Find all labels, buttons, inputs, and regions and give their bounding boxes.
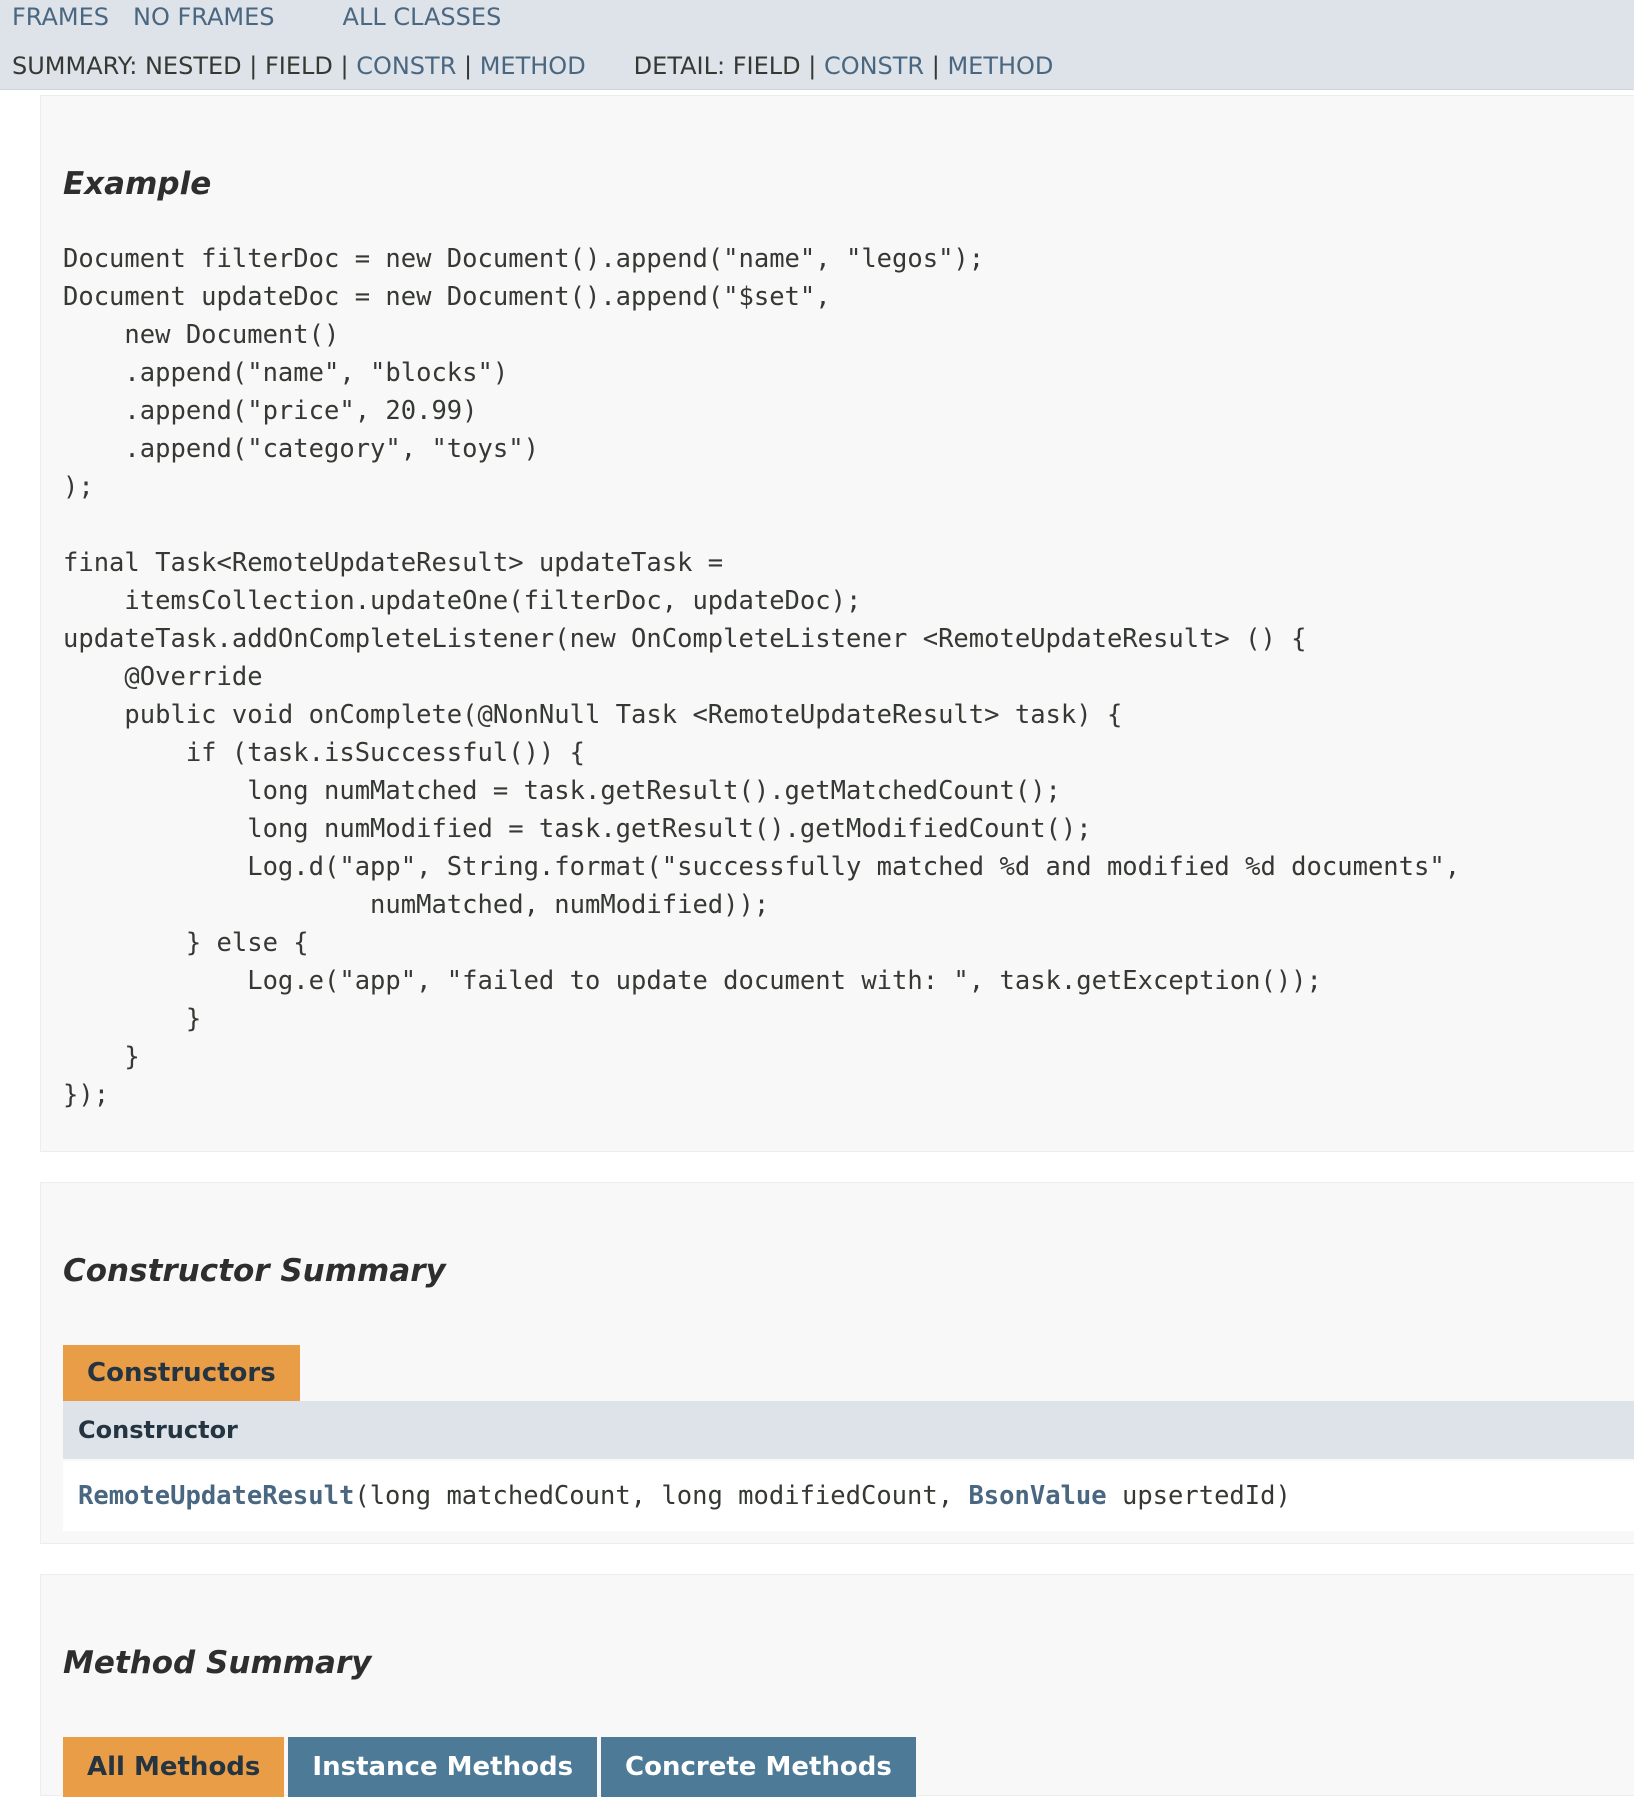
bsonvalue-type-link[interactable]: BsonValue [968,1481,1107,1511]
constructor-params-start: (long matchedCount, long modifiedCount, [354,1481,969,1511]
table-row [63,1461,1634,1531]
tab-instance-methods[interactable]: Instance Methods [288,1737,597,1797]
method-filter-tabs [63,1737,920,1797]
summary-method-link[interactable]: METHOD [479,52,586,80]
constructor-link[interactable]: RemoteUpdateResult [78,1481,355,1511]
constructor-summary-heading: Constructor Summary [63,1253,446,1289]
summary-separator: | [456,52,480,80]
all-classes-link[interactable]: ALL CLASSES [342,3,502,31]
detail-method-link[interactable]: METHOD [947,52,1054,80]
method-summary-block [40,1574,1634,1796]
tab-concrete-methods[interactable]: Concrete Methods [601,1737,916,1797]
frames-link[interactable]: FRAMES [12,3,110,31]
constructor-params-end: upsertedId) [1106,1481,1291,1511]
constructors-caption-tab: Constructors [63,1345,300,1401]
detail-separator: | [924,52,948,80]
summary-label: SUMMARY: NESTED | FIELD | [12,52,357,80]
no-frames-link[interactable]: NO FRAMES [133,3,275,31]
detail-constr-link[interactable]: CONSTR [823,52,925,80]
example-block [40,95,1634,1152]
top-navigation-bar [0,0,1634,90]
method-summary-heading: Method Summary [63,1645,372,1681]
example-code: Document filterDoc = new Document().append("name", "legos"); Document updateDoc = new Document().append("$set", new Document() .append("name", "blocks") .append("price", 20.99) .append("category", "toys") ); final Task<RemoteUpdateResult> updateTask = itemsCollection.updateOne(filterDoc, updateDoc); updateTask.addOnCompleteListener(new OnCompleteListener <RemoteUpdateResult> () { @Override public void onComplete(@NonNull Task <RemoteUpdateResult> task) { if (task.isSuccessful()) { long numMatched = task.getResult().getMatchedCount(); long numModified = task.getResult().getModifiedCount(); Log.d("app", String.format("successfully matched %d and modified %d documents", numMatched, numModified)); } else { Log.e("app", "failed to update document with: ", task.getException()); } } }); [63,244,1461,1110]
tab-all-methods[interactable]: All Methods [63,1737,284,1797]
constructor-summary-block [40,1182,1634,1544]
subnav-row [12,51,1053,81]
example-heading: Example [63,166,212,202]
frames-links-row [12,2,501,32]
detail-label: DETAIL: FIELD | [633,52,824,80]
summary-constr-link[interactable]: CONSTR [356,52,457,80]
constructor-column-header: Constructor [63,1401,1634,1459]
